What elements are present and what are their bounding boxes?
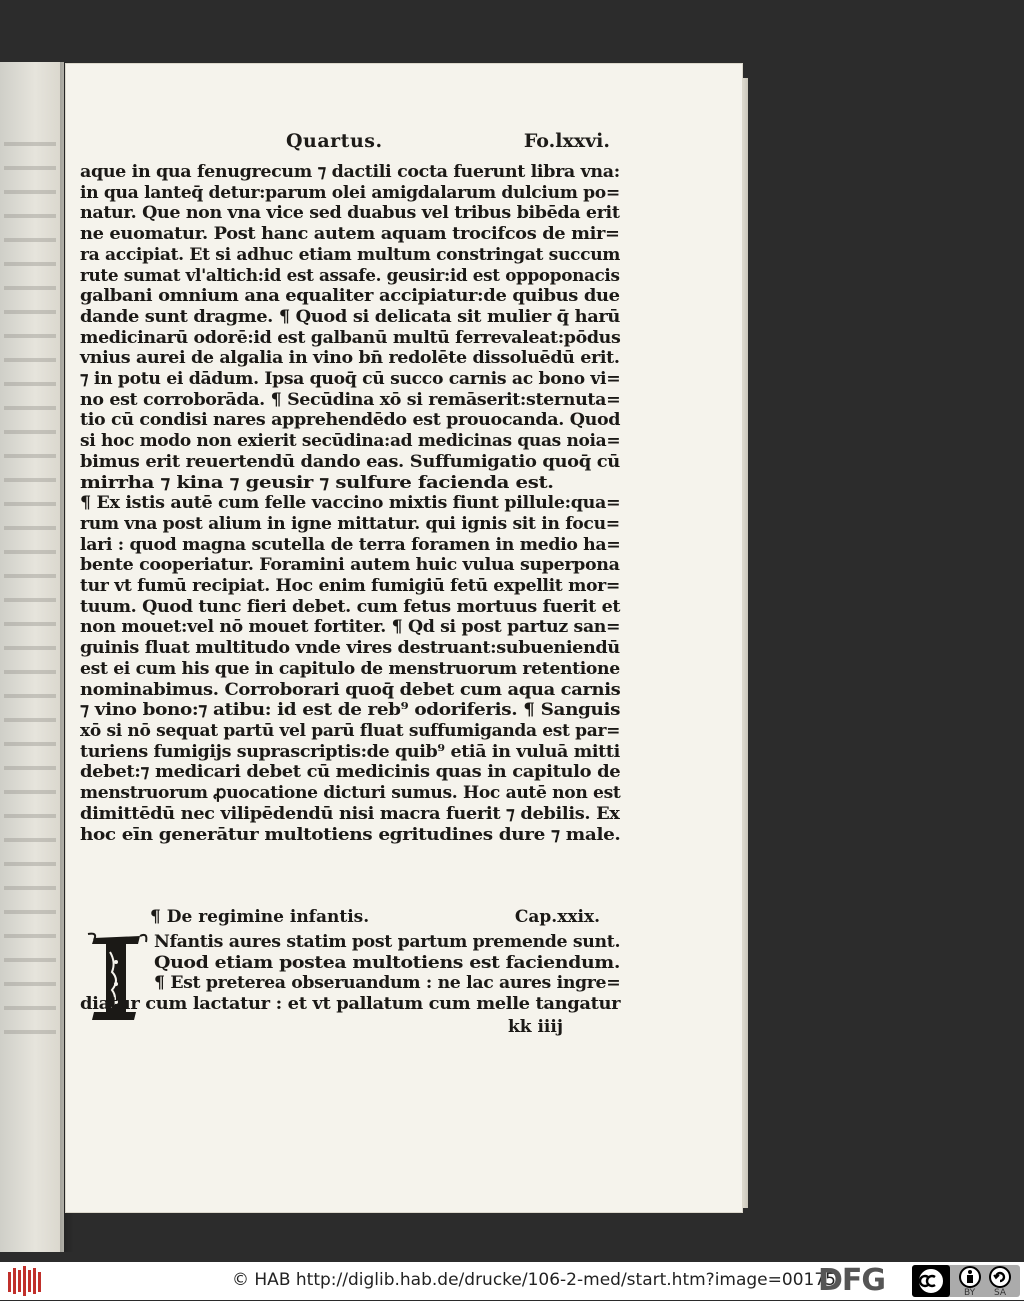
text-line: galbani omnium ana equaliter accipiatur:de quibus due: [80, 286, 620, 307]
text-line: mirrha ⁊ kina ⁊ geusir ⁊ sulfure facienda est.: [80, 472, 554, 493]
text-line: guinis fluat multitudo vnde vires destruant:subueniendū: [80, 638, 620, 659]
text-line: vnius aurei de algalia in vino bn̄ redolēte dissoluēdū erit.: [80, 348, 620, 369]
initial-text: [154, 932, 624, 994]
text-line: ne euomatur. Post hanc autem aquam trocifcos de mir=: [80, 224, 620, 245]
text-line: dande sunt dragme. ¶ Quod si delicata sit mulier q̄ harū: [80, 306, 620, 327]
text-line: turiens fumigijs suprascriptis:de quib⁹ etiā in vuluā mitti: [80, 741, 620, 762]
text-line: si hoc modo non exierit secūdina:ad medicinas quas noia=: [80, 431, 621, 452]
text-line: Quod etiam postea multotiens est faciendum.: [154, 952, 621, 973]
text-line: non mouet:vel nō mouet fortiter. ¶ Qd si post partuz san=: [80, 617, 621, 638]
text-line: debet:⁊ medicari debet cū medicinis quas in capitulo de: [80, 762, 621, 783]
credit-link[interactable]: © HAB http://diglib.hab.de/drucke/106-2-med/start.htm?image=00175: [232, 1270, 836, 1290]
text-line: natur. Que non vna vice sed duabus vel tribus bibēda erit: [80, 203, 620, 224]
text-line: tur vt fumū recipiat. Hoc enim fumigiū fetū expellit mor=: [80, 576, 620, 597]
license-badge[interactable]: [912, 1265, 1020, 1297]
dfg-logo[interactable]: DFG: [818, 1263, 886, 1298]
text-line: medicinarū odorē:id est galbanū multū ferrevaleat:pōdus: [80, 327, 621, 348]
text-line: Nfantis aures statim post partum premende sunt.: [154, 932, 621, 952]
text-line: nominabimus. Corroborari quoq̄ debet cum aqua carnis: [80, 679, 621, 700]
text-line: ¶ Ex istis autē cum felle vaccino mixtis fiunt pillule:qua=: [80, 493, 621, 514]
text-line: ¶ Est preterea obseruandum : ne lac aures ingre=: [154, 973, 621, 994]
text-line: dimittēdū nec vilipēdendū nisi macra fuerit ⁊ debilis. Ex: [80, 803, 620, 824]
text-line: ra accipiat. Et si adhuc etiam multum constringat succum: [80, 244, 621, 265]
text-line: bimus erit reuertendū dando eas. Suffumigatio quoq̄ cū: [80, 451, 620, 472]
book-page: [66, 64, 742, 1212]
chapter-heading: [150, 907, 600, 929]
hab-logo-icon[interactable]: [8, 1266, 44, 1296]
main-text: [80, 162, 620, 845]
text-line: rute sumat vl'altich:id est assafe. geusir:id est oppoponacis: [80, 265, 620, 286]
text-line: no est corroborāda. ¶ Secūdina xō si remāserit:sternuta=: [80, 389, 621, 410]
text-line: menstruorum ꝓuocatione dicturi sumus. Hoc autē non est: [80, 783, 621, 804]
chapter-number: Cap.xxix.: [514, 907, 600, 927]
chapter-title: ¶ De regimine infantis.: [150, 907, 370, 927]
text-line: rum vna post alium in igne mittatur. qui ignis sit in focu=: [80, 513, 620, 534]
text-line: est ei cum his que in capitulo de menstruorum retentione: [80, 658, 620, 679]
text-line: lari : quod magna scutella de terra foramen in medio ha=: [80, 534, 621, 555]
text-line: aque in qua fenugrecum ⁊ dactili cocta fuerunt libra vna:: [80, 162, 620, 182]
text-line: tuum. Quod tunc fieri debet. cum fetus mortuus fuerit et: [80, 596, 621, 617]
folio-number: Fo.lxxvi.: [523, 130, 610, 152]
license-sa-label: SA: [994, 1288, 1007, 1298]
text-line: diatur cum lactatur : et vt pallatum cum melle tangatur: [80, 994, 621, 1014]
text-line: tio cū condisi nares apprehendēdo est prouocanda. Quod: [80, 410, 621, 431]
text-line: ⁊ in potu ei dādum. Ipsa quoq̄ cū succo carnis ac bono vi=: [80, 369, 621, 390]
text-line: xō si nō sequat partū vel parū fluat suffumiganda est par=: [80, 720, 621, 741]
final-text: [80, 994, 620, 1015]
running-title: Quartus.: [286, 130, 383, 152]
footer-bar: [0, 1262, 1024, 1300]
text-line: hoc eīn generātur multotiens egritudines dure ⁊ male.: [80, 824, 621, 845]
facing-page-edge: [0, 62, 64, 1252]
signature-mark: kk iiij: [508, 1017, 564, 1037]
text-line: ⁊ vino bono:⁊ atibu: id est de reb⁹ odoriferis. ¶ Sanguis: [80, 700, 621, 721]
text-line: bente cooperiatur. Foramini autem huic vulua superpona: [80, 555, 620, 576]
text-line: in qua lanteq̄ detur:parum olei amigdalarum dulcium po=: [80, 182, 620, 203]
page-header: [280, 130, 610, 160]
license-by-label: BY: [964, 1288, 976, 1298]
